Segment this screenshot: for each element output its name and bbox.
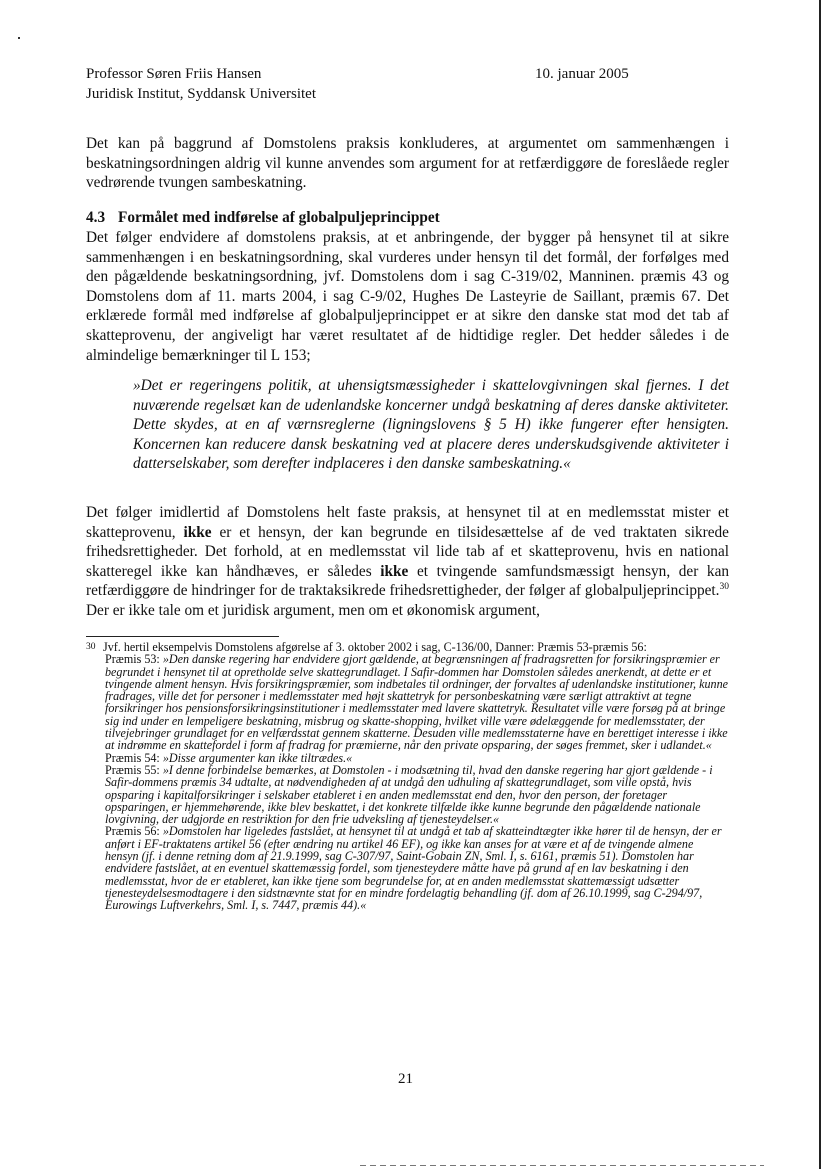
final-paragraph-text-2: er et hensyn, der kan begrunde en tilsidesættelse af de ved traktaten sikrede frihedsrettigheder. Det forhold, at en medlemsstat vil lide tab af et skatteprovenu, hvis en national skatteregel ikke kan håndhæves, er således — [86, 523, 729, 580]
footnote — [86, 641, 729, 912]
emphasis-ikke-1: ikke — [183, 523, 212, 541]
block-quote: »Det er regeringens politik, at uhensigtsmæssigheder i skattelovgivningen skal fjernes. I det nuværende regelsæt kan de udenlandske koncerner undgå beskatning af deres danske aktiviteter. Dette skydes, at en af værnsreglerne (ligningslovens § 5 H) ikke fungerer efter hensigten. Koncernen kan reducere dansk beskatning ved at placere deres underskudsgivende aktiviteter i datterselskaber, som derefter indplaceres i den danske sambeskatning.« — [133, 377, 729, 473]
footnote-number: 30 — [86, 642, 96, 652]
footnote-quote: »I denne forbindelse bemærkes, at Domstolen - i modsætning til, hvad den danske regering har gjort gældende - i Safir-dommens præmis 34 udtalte, at nødvendigheden af at undgå den udhuling af skattegrundlaget, som ville opstå, hvis opsparing i kapitalforsikringer i selskaber etableret i en anden medlemsstat end den, hvor den person, der foretager opsparingen, er hjemmehørende, ikke blev beskattet, i det konkrete tilfælde ikke kunne begrunde den pågældende nationale lovgivning, der udgjorde en restriktion for den frie udveksling af tjenesteydelser.« — [105, 762, 713, 827]
final-paragraph-text-3: et tvingende samfundsmæssigt hensyn, der kan retfærdiggøre de hindringer for de traktaksikrede frihedsrettigheder, der følger af globalpuljeprincippet. — [86, 562, 730, 600]
author-name: Professor Søren Friis Hansen — [86, 66, 262, 82]
section-heading — [86, 208, 440, 228]
final-paragraph-text-1: Det følger imidlertid af Domstolens helt faste praksis, at hensynet til at en medlemsstat mister et skatteprovenu, — [86, 504, 729, 541]
scan-edge-right — [819, 0, 821, 1169]
footnote-intro: Jvf. hertil eksempelvis Domstolens afgørelse af 3. oktober 2002 i sag, C-136/00, Danner: Præmis 53-præmis 56: — [103, 640, 647, 654]
footnote-label: Præmis 56: — [105, 824, 160, 839]
final-paragraph — [86, 503, 729, 621]
footnote-divider — [86, 636, 279, 637]
footnote-reference[interactable]: 30 — [719, 582, 729, 593]
footnote-quote: »Domstolen har ligeledes fastslået, at hensynet til at undgå et tab af skatteindtægter ikke hører til de hensyn, der er anført i EF-traktatens artikel 56 (efter ændring nu artikel 46 EF), og ikke kan anses for at være et af de tvingende almene hensyn (jf. i denne retning dom af 21.9.1999, sag C-307/97, Saint-Gobain ZN, Sml. I, s. 6161, præmis 51). Domstolen har endvidere fastslået, at en eventuel skattemæssig fordel, som tjenesteydere måtte have på grund af en lav beskatning i den medlemsstat, hvor de er etableret, kan ikke tjene som begrundelse for, at en anden medlemsstat skattemæssigt udsætter tjenesteydelsesmodtagere i den sidstnævnte stat for en mindre fordelagtig behandling (jf. dom af 26.10.1999, sag C-294/97, Eurowings Luftverkehrs, Sml. I, s. 7447, præmis 44).« — [105, 824, 722, 913]
institution-name: Juridisk Institut, Syddansk Universitet — [86, 86, 316, 102]
footnote-quote: »Den danske regering har endvidere gjort gældende, at begrænsningen af fradragsretten for forsikringspræmier er begrundet i hensynet til at opretholde selve skattegrundlaget. I Safir-dommen har Domstolen således anerkendt, at dette er et tvingende alment hensyn. Hvis forsikringspræmier, som indbetales til ordninger, der forvaltes af udenlandske institutioner, kunne fradrages, ville det for personer i medlemsstater med højt skattetryk for personbeskatning være særligt attraktivt at tegne forsikringer hos pensionsforsikringsinstitutioner i medlemsstater med lavere skattetryk. Resultatet ville være forsøg på at bringe sig ind under en lempeligere beskatning, misbrug og skatte-shopping, hvilket ville være ødelæggende for medlemsstater, der tilvejebringer grundlaget for en velfærdsstat gennem skatterne. Desuden ville medlemsstaterne have en berettiget interesse i ikke at indrømme en skattefordel i form af fradrag for præmierne, når den private opsparing, der søges fremmet, sker i udlandet.« — [105, 652, 728, 753]
page-number: 21 — [398, 1071, 413, 1087]
footnote-paragraph — [86, 653, 729, 751]
footnote-label: Præmis 53: — [105, 652, 160, 667]
final-paragraph-text-4: Der er ikke tale om et juridisk argument, men om et økonomisk argument, — [86, 601, 540, 619]
section-number: 4.3 — [86, 209, 106, 226]
footnote-paragraph — [86, 764, 729, 825]
scan-edge-bottom — [360, 1165, 764, 1166]
section-title: Formålet med indførelse af globalpuljeprincippet — [118, 209, 440, 226]
section-paragraph: Det følger endvidere af domstolens praksis, at et anbringende, der bygger på hensynet til at sikre sammenhængen i en beskatningsordning, skal vurderes under hensyn til det formål, der forfølges med den pågældende beskatningsordning, jvf. Domstolens dom i sag C-319/02, Manninen. præmis 43 og Domstolens dom af 11. marts 2004, i sag C-9/02, Hughes De Lasteyrie de Saillant, præmis 67. Det erklærede formål med indførelse af globalpuljeprincippet er at sikre den danske stat mod det tab af skatteprovenu, der angiveligt har været resultatet af de hidtidige regler. Det hedder således i de almindelige bemærkninger til L 153; — [86, 229, 729, 364]
footnote-label: Præmis 55: — [105, 762, 160, 777]
header-date: 10. januar 2005 — [535, 66, 629, 82]
footnote-label: Præmis 54: — [105, 750, 160, 765]
footnote-quote: »Disse argumenter kan ikke tiltrædes.« — [162, 750, 353, 765]
emphasis-ikke-2: ikke — [380, 562, 409, 580]
page-header-left — [86, 64, 316, 104]
scan-speck — [18, 37, 20, 39]
intro-paragraph: Det kan på baggrund af Domstolens praksis konkluderes, at argumentet om sammenhængen i beskatningsordningen aldrig vil kunne anvendes som argument for at retfærdiggøre de foreslåede regler vedrørende tvungen sambeskatning. — [86, 135, 729, 192]
footnote-paragraph — [86, 825, 729, 911]
